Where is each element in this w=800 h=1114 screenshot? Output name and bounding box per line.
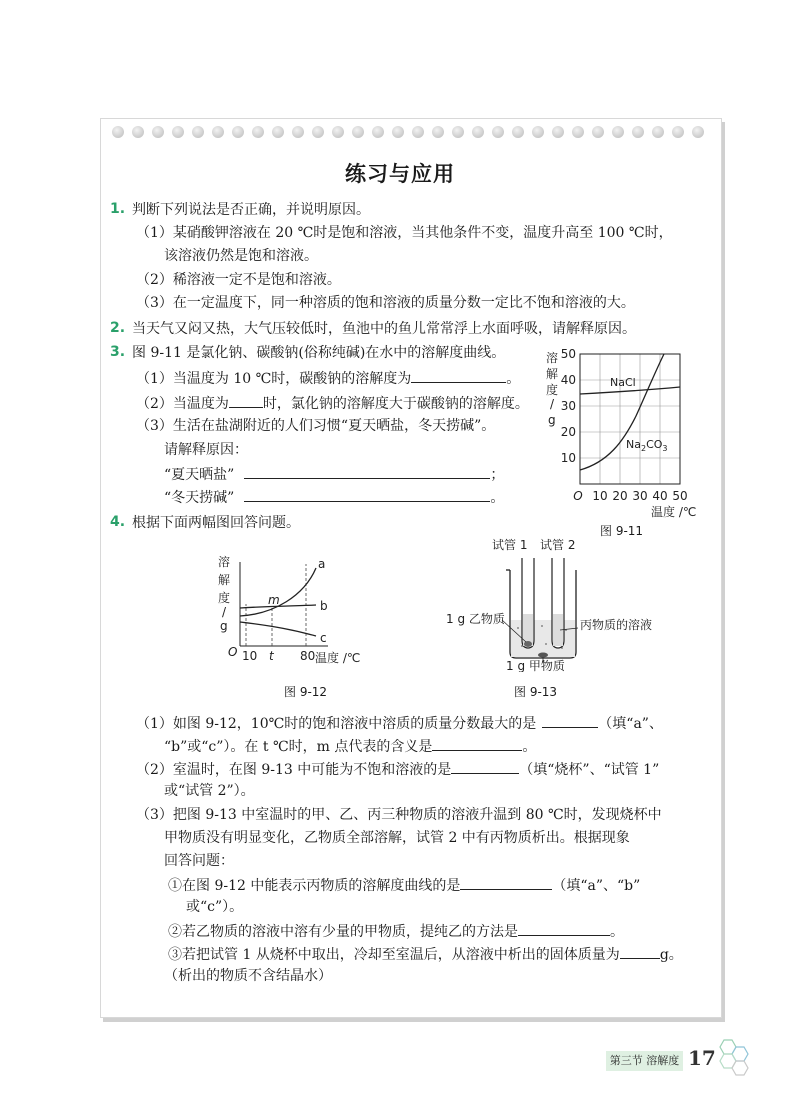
q1-stem: 判断下列说法是否正确，并说明原因。 [132,202,370,218]
q4-s3-line2: 甲物质没有明显变化，乙物质全部溶解，试管 2 中有丙物质析出。根据现象 [164,830,630,846]
fig913-caption: 图 9-13 [514,685,558,699]
q4-stem: 根据下面两幅图回答问题。 [132,515,300,531]
fig912-ylabel-1: 解 [218,573,231,587]
fig912-x80: 80 [300,649,316,663]
fig912-label-m: m [268,593,280,607]
fig911-na2co3-label: $Na_2CO_3$ [626,438,668,453]
fig913-tube2-label: 试管 2 [540,538,576,552]
q4-i2: ②若乙物质的溶液中溶有少量的甲物质，提纯乙的方法是 。 [168,921,624,941]
notebook-rings [112,124,712,144]
figure-9-12 [214,548,374,670]
fig911-xtick-10: 10 [592,489,608,503]
q4-i1-line2: 或“c”）。 [186,899,244,915]
fig911-origin: O [573,489,583,503]
section-tag: 第三节 溶解度 [606,1051,683,1071]
fig911-ylabel-2: 度 [546,383,559,397]
fig913-jia-label: 1 g 甲物质 [506,659,565,672]
q4-s1-blank2[interactable] [432,736,522,751]
fig911-ytick-50: 50 [560,347,576,361]
q1-s1-line1: （1）某硝酸钾溶液在 20 ℃时是饱和溶液，当其他条件不变，温度升高至 100 ℃时， [136,225,673,241]
fig913-beaker-liquid [511,620,575,657]
page-title: 练习与应用 [345,162,455,186]
figure-9-13 [446,534,666,672]
q1-s3: （3）在一定温度下，同一种溶质的饱和溶液的质量分数一定比不饱和溶液的大。 [136,295,635,311]
q1-number: 1. [110,201,126,217]
q4-number: 4. [110,514,126,530]
q3-number: 3. [110,344,126,360]
fig911-ytick-10: 10 [560,451,576,465]
q3-s3: （3）生活在盐湖附近的人们习惯“夏天晒盐，冬天捞碱”。 [136,418,496,434]
fig913-bing-label: 丙物质的溶液 [580,618,653,632]
q4-i2-blank[interactable] [518,921,610,936]
fig911-ylabel-1: 解 [546,367,559,381]
fig911-xlabel: 温度 /℃ [651,505,697,519]
q4-s1-blank1[interactable] [542,713,598,728]
fig912-origin: O [228,645,238,659]
q2-number: 2. [110,320,126,336]
fig913-yi-label: 1 g 乙物质 [446,612,505,626]
q3-s2-blank[interactable] [229,393,263,408]
fig911-na2co3-curve [580,354,664,470]
fig912-x10: 10 [242,649,258,663]
q4-s2-blank[interactable] [451,759,519,774]
fig911-ytick-40: 40 [560,373,576,387]
q3-s2: （2）当温度为 时，氯化钠的溶解度大于碳酸钠的溶解度。 [136,393,529,413]
fig912-xt: t [269,649,274,663]
fig913-tube1-label: 试管 1 [492,538,528,552]
fig912-label-a: a [318,557,326,571]
fig912-label-c: c [320,631,327,645]
fig912-ylabel-0: 溶 [218,555,231,569]
q3-summer-blank[interactable] [244,464,490,479]
hexagon-decoration-icon [716,1036,760,1080]
q4-s1-line2: “b”或“c”）。在 t ℃时，m 点代表的含义是 。 [164,736,536,756]
fig912-label-b: b [320,599,328,613]
fig911-xtick-40: 40 [652,489,668,503]
q3-winter-blank[interactable] [244,487,490,502]
q4-i1-blank[interactable] [460,875,552,890]
q1-s2: （2）稀溶液一定不是饱和溶液。 [136,272,341,288]
fig912-ylabel-3: / [222,605,227,619]
fig911-ytick-30: 30 [560,399,576,413]
fig911-caption: 图 9-11 [600,524,644,538]
fig911-ylabel-3: / [550,397,555,411]
fig911-xtick-20: 20 [612,489,628,503]
fig911-ytick-20: 20 [560,425,576,439]
q4-i3-blank[interactable] [620,944,660,959]
q4-i3-line1: ③若把试管 1 从烧杯中取出，冷却至室温后，从溶液中析出的固体质量为 g。 [168,944,683,964]
figure-9-11 [538,346,708,546]
fig912-xlabel: 温度 /℃ [315,651,361,665]
q3-stem: 图 9-11 是氯化钠、碳酸钠(俗称纯碱)在水中的溶解度曲线。 [132,345,506,361]
q4-s3-line1: （3）把图 9-13 中室温时的甲、乙、丙三种物质的溶液升温到 80 ℃时，发现烧杯中 [136,807,662,823]
fig911-nacl-label: NaCl [610,376,636,389]
q4-i1-line1: ①在图 9-12 中能表示丙物质的溶解度曲线的是 （填“a”、“b” [168,875,640,895]
q4-s2-line1: （2）室温时，在图 9-13 中可能为不饱和溶液的是 （填“烧杯”、“试管 1” [136,759,659,779]
fig911-ylabel-0: 溶 [546,351,559,365]
q4-i3-line2: （析出的物质不含结晶水） [164,968,332,984]
q3-winter: “冬天捞碱” 。 [164,487,504,507]
fig912-ylabel-2: 度 [218,591,231,605]
fig911-xtick-50: 50 [672,489,688,503]
q3-s1: （1）当温度为 10 ℃时，碳酸钠的溶解度为 。 [136,368,520,388]
fig912-curve-a [240,568,316,616]
q4-s2-line2: 或“试管 2”）。 [164,783,255,799]
fig911-xtick-30: 30 [632,489,648,503]
q3-s3-prompt: 请解释原因： [164,442,248,458]
fig912-ylabel-4: g [220,619,228,633]
q2-stem: 当天气又闷又热，大气压较低时，鱼池中的鱼儿常常浮上水面呼吸，请解释原因。 [132,321,636,337]
page-number: 17 [688,1046,716,1070]
q3-summer: “夏天晒盐” ； [164,464,504,484]
q4-s3-line3: 回答问题： [164,853,234,869]
q4-s1-line1: （1）如图 9-12，10℃时的饱和溶液中溶质的质量分数最大的是 （填“a”、 [136,713,663,733]
fig912-curve-c [240,622,316,636]
fig912-caption: 图 9-12 [284,685,328,699]
q3-s1-blank[interactable] [411,368,506,383]
fig911-ylabel-4: g [548,413,556,427]
q1-s1-line2: 该溶液仍然是饱和溶液。 [164,248,318,264]
